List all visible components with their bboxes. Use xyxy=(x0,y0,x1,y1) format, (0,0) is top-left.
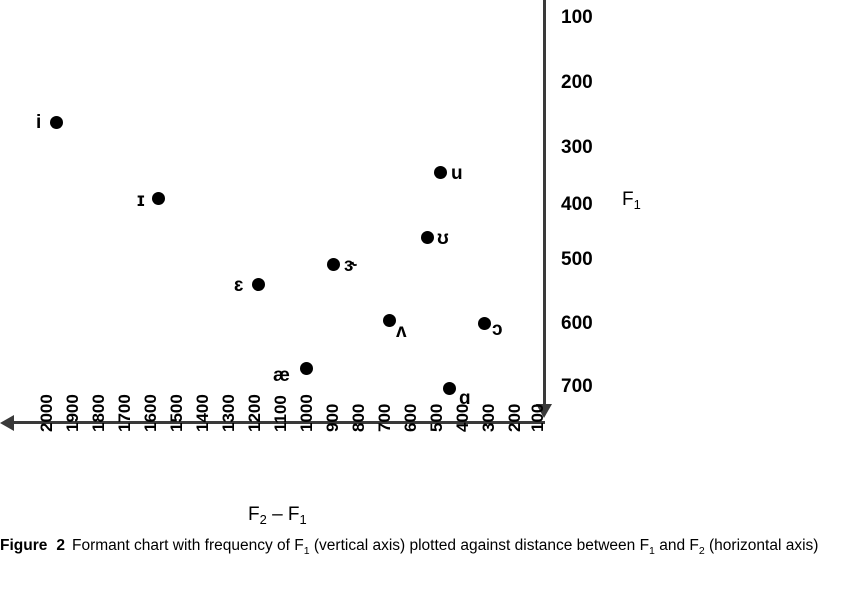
x-tick-label: 900 xyxy=(323,403,342,432)
figure-label xyxy=(0,537,72,554)
data-point-label: ɔ xyxy=(492,319,503,340)
x-tick-label: 600 xyxy=(401,403,420,432)
y-axis-title-sub: 1 xyxy=(633,197,641,213)
data-point xyxy=(300,362,313,375)
x-tick-label: 1200 xyxy=(245,394,264,432)
x-tick-label: 300 xyxy=(479,403,498,432)
x-tick-label: 100 xyxy=(528,403,547,432)
x-tick-label: 1500 xyxy=(167,394,186,432)
x-axis-title-f1-sub: 1 xyxy=(299,512,307,528)
x-tick-label: 1900 xyxy=(63,394,82,432)
data-point-label: ʌ xyxy=(396,321,407,342)
x-axis-title xyxy=(248,504,307,528)
y-tick-label: 600 xyxy=(561,313,593,334)
y-axis-title xyxy=(622,189,641,213)
caption-sub-3: 2 xyxy=(698,544,705,557)
y-tick-label: 400 xyxy=(561,194,593,215)
data-point xyxy=(421,231,434,244)
x-tick-label: 1000 xyxy=(297,394,316,432)
data-point xyxy=(443,382,456,395)
x-tick-label: 1800 xyxy=(89,394,108,432)
data-point xyxy=(50,116,63,129)
data-point-label: ɑ xyxy=(459,388,471,409)
y-tick-label: 700 xyxy=(561,376,593,397)
caption-text-2: (vertical axis) plotted against distance between F xyxy=(309,537,650,554)
x-tick-label: 1600 xyxy=(141,394,160,432)
x-tick-label: 2000 xyxy=(37,394,56,432)
figure-number: 2 xyxy=(56,537,65,554)
y-tick-label: 200 xyxy=(561,72,593,93)
data-point-label: ɪ xyxy=(137,190,145,211)
y-tick-label: 100 xyxy=(561,7,593,28)
caption-text-3: and F xyxy=(654,537,699,554)
x-tick-label: 1400 xyxy=(193,394,212,432)
x-axis-title-dash: – F xyxy=(266,504,300,525)
x-tick-label: 800 xyxy=(349,403,368,432)
data-point xyxy=(383,314,396,327)
y-tick-label: 300 xyxy=(561,137,593,158)
caption-sub-2: 1 xyxy=(649,544,655,557)
data-point xyxy=(252,278,265,291)
figure-word: Figure xyxy=(0,537,48,554)
x-axis-title-f2-sub: 2 xyxy=(259,512,267,528)
data-point-label: i xyxy=(36,112,42,133)
caption-text-4: (horizontal axis) xyxy=(704,537,819,554)
vertical-axis-line xyxy=(543,0,546,412)
x-tick-label: 700 xyxy=(375,403,394,432)
x-tick-label: 200 xyxy=(505,403,524,432)
data-point xyxy=(152,192,165,205)
x-tick-label: 1300 xyxy=(219,394,238,432)
data-point-label: æ xyxy=(273,365,290,386)
y-axis-title-main: F xyxy=(622,189,634,210)
horizontal-axis-arrow-icon xyxy=(0,415,14,431)
data-point xyxy=(327,258,340,271)
data-point-label: ɛ xyxy=(234,275,244,296)
caption-text-1: Formant chart with frequency of F xyxy=(72,537,304,554)
data-point-label: u xyxy=(451,163,463,184)
data-point-label: ɝ xyxy=(344,255,358,276)
x-tick-label: 1700 xyxy=(115,394,134,432)
x-tick-label: 400 xyxy=(453,403,472,432)
x-tick-label: 1100 xyxy=(271,395,290,432)
x-tick-label: 500 xyxy=(427,403,446,432)
y-tick-label: 500 xyxy=(561,249,593,270)
caption-sub-1: 1 xyxy=(303,544,310,557)
data-point-label: ʊ xyxy=(437,228,449,249)
data-point xyxy=(478,317,491,330)
data-point xyxy=(434,166,447,179)
x-axis-title-f: F xyxy=(248,504,260,525)
figure-caption xyxy=(0,534,844,557)
